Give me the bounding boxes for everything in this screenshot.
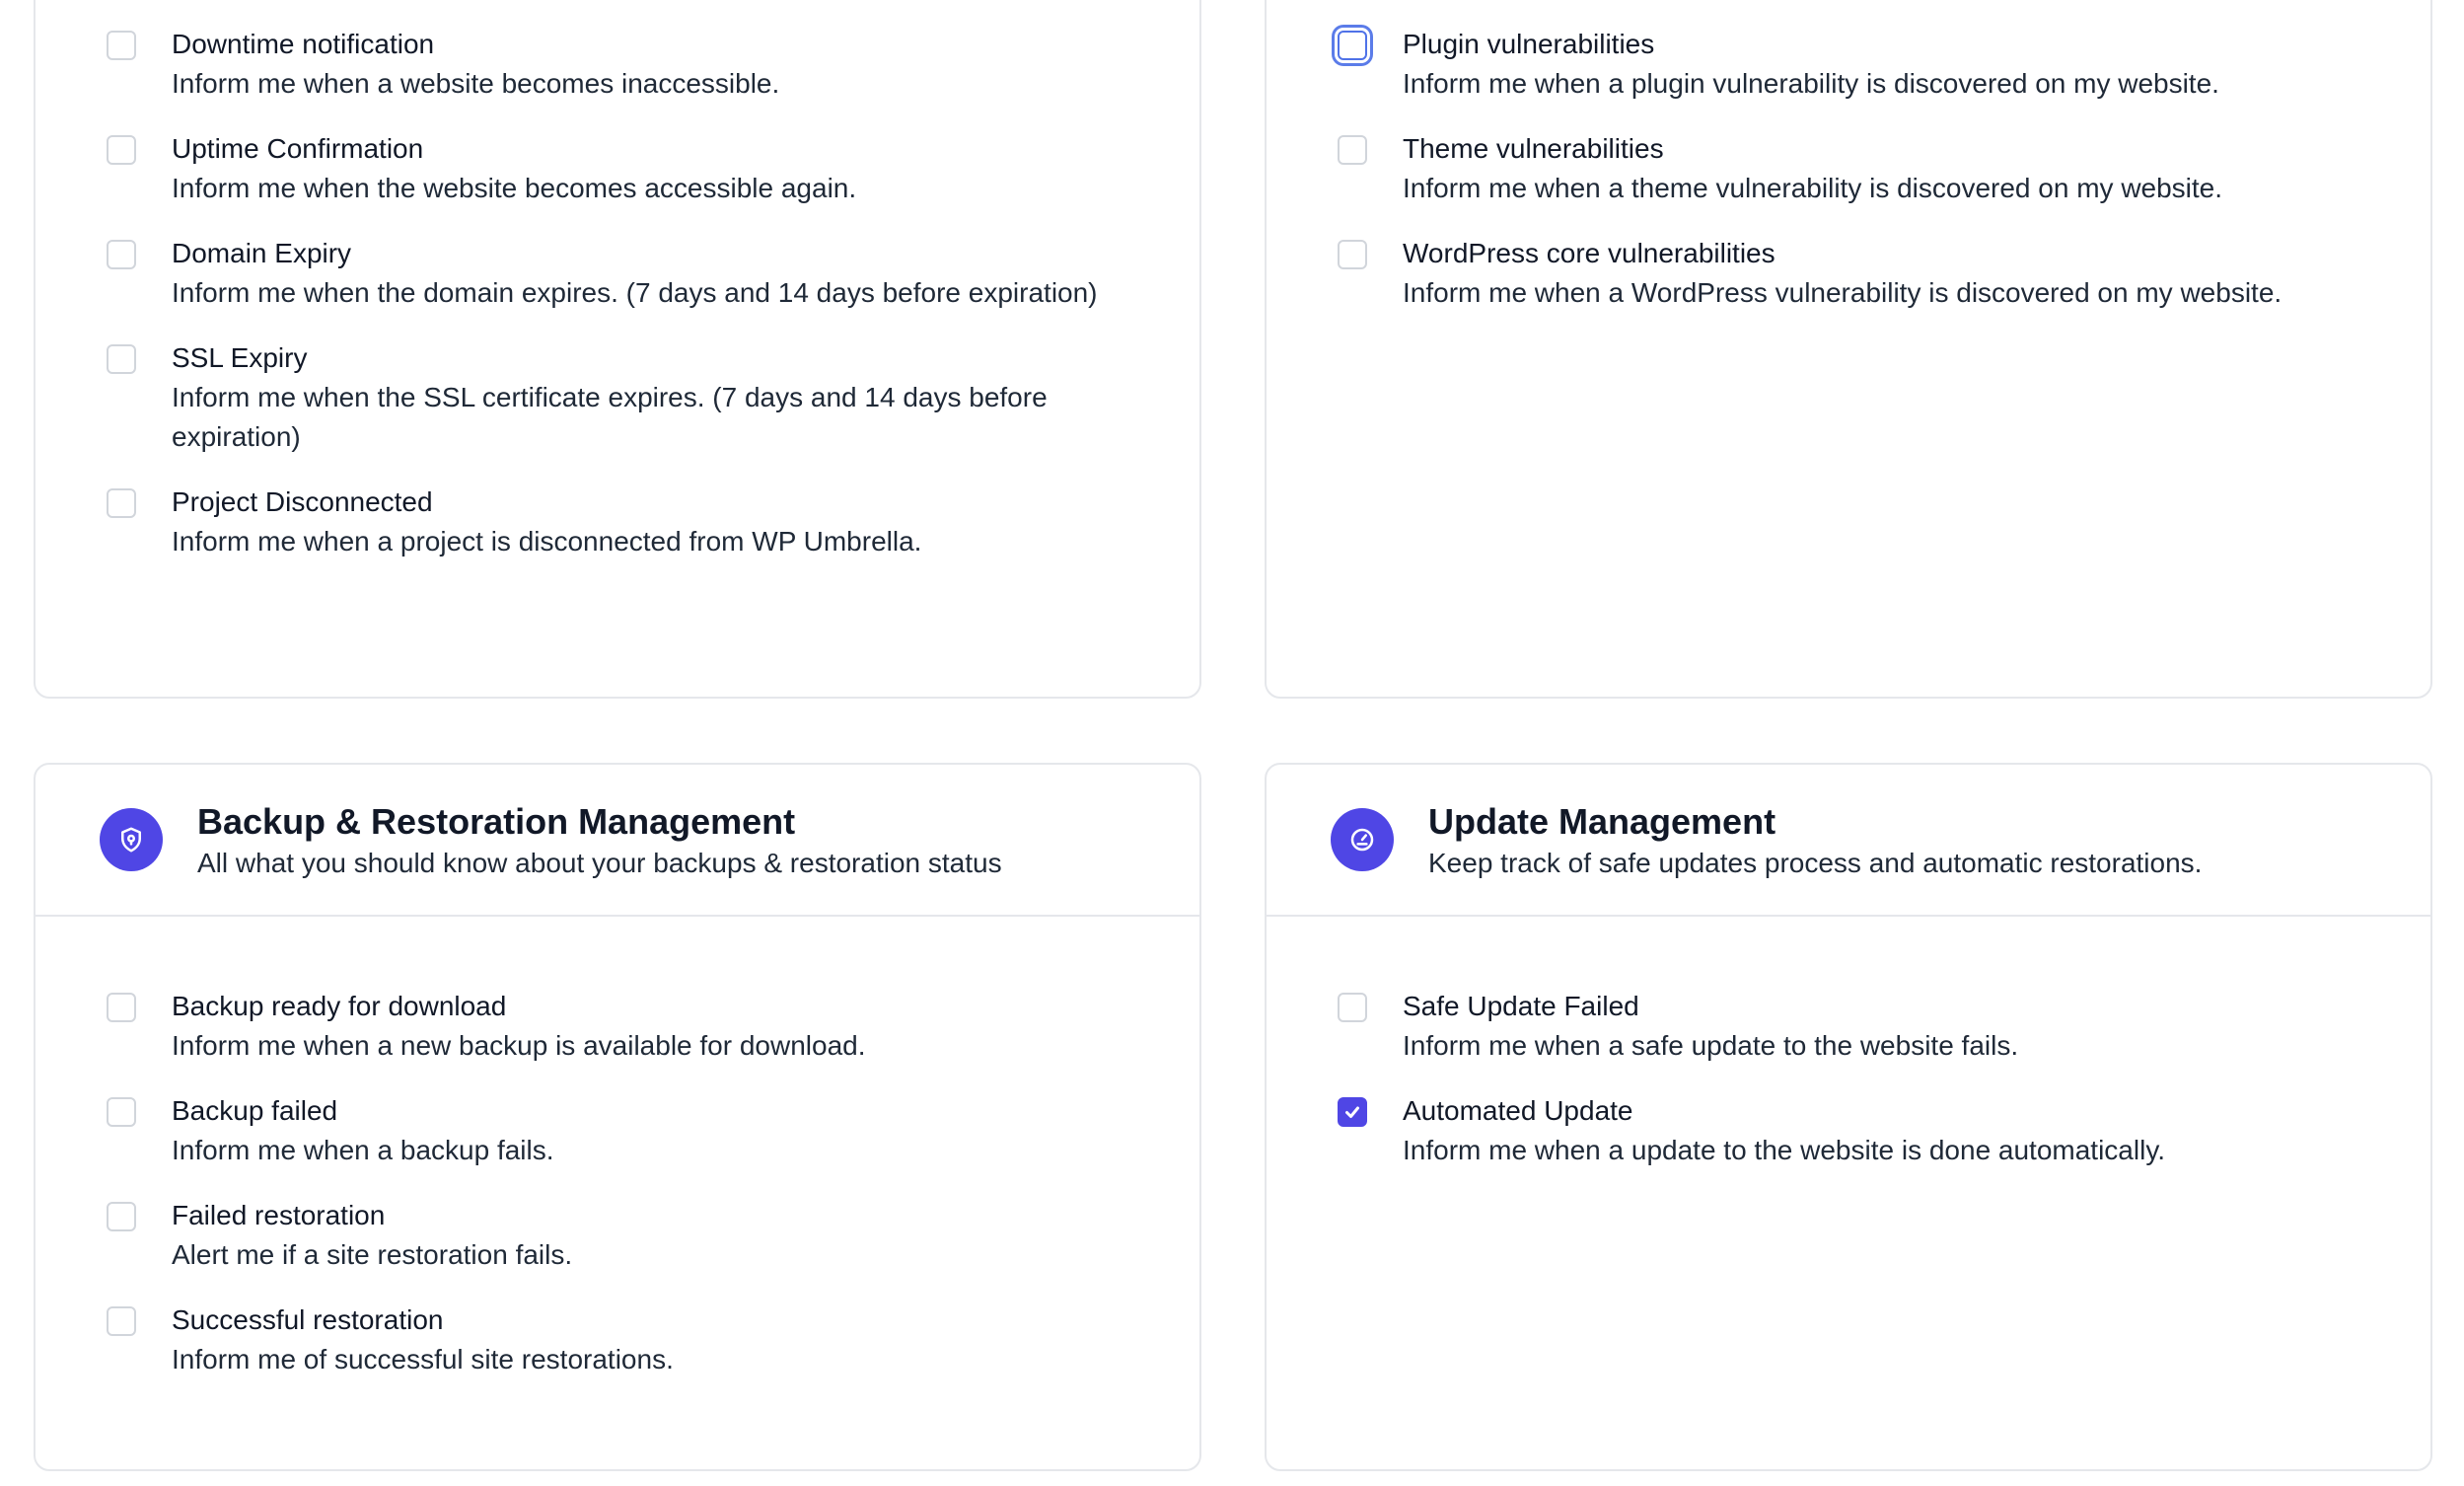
checkbox[interactable] bbox=[1338, 31, 1367, 60]
option-description: Inform me when the website becomes accessible again. bbox=[172, 173, 857, 203]
option-description: Inform me when a new backup is available for download. bbox=[172, 1030, 866, 1061]
checkbox[interactable] bbox=[107, 135, 136, 165]
option-list bbox=[1338, 987, 2391, 1196]
card-header bbox=[36, 765, 1199, 917]
option-title: Downtime notification bbox=[172, 29, 435, 59]
option-ssl-expiry[interactable] bbox=[107, 338, 1160, 457]
backup-restoration-card bbox=[34, 763, 1201, 1471]
option-description: Inform me when a update to the website is done automatically. bbox=[1403, 1135, 2166, 1165]
option-backup-failed[interactable] bbox=[107, 1091, 1160, 1170]
option-list bbox=[1338, 25, 2391, 338]
checkbox[interactable] bbox=[1338, 993, 1367, 1022]
card-subtitle: Keep track of safe updates process and automatic restorations. bbox=[1428, 848, 2203, 878]
checkbox[interactable] bbox=[107, 488, 136, 518]
checkbox[interactable] bbox=[107, 31, 136, 60]
checkbox[interactable] bbox=[107, 240, 136, 269]
option-description: Inform me when the domain expires. (7 days and 14 days before expiration) bbox=[172, 277, 1098, 308]
option-wordpress-core-vulnerabilities[interactable] bbox=[1338, 234, 2391, 313]
option-list bbox=[107, 987, 1160, 1405]
option-description: Inform me when a backup fails. bbox=[172, 1135, 554, 1165]
option-description: Alert me if a site restoration fails. bbox=[172, 1239, 573, 1270]
checkbox[interactable] bbox=[1338, 240, 1367, 269]
update-management-card bbox=[1265, 763, 2432, 1471]
gauge-icon bbox=[1331, 808, 1394, 871]
option-list bbox=[107, 25, 1160, 587]
option-domain-expiry[interactable] bbox=[107, 234, 1160, 313]
option-title: Backup ready for download bbox=[172, 991, 507, 1021]
card-subtitle: All what you should know about your backups & restoration status bbox=[197, 848, 1002, 878]
option-uptime-confirmation[interactable] bbox=[107, 129, 1160, 208]
option-successful-restoration[interactable] bbox=[107, 1300, 1160, 1379]
checkbox[interactable] bbox=[107, 344, 136, 374]
option-title: Failed restoration bbox=[172, 1200, 386, 1230]
option-title: Safe Update Failed bbox=[1403, 991, 1639, 1021]
card-title: Update Management bbox=[1428, 801, 1776, 842]
checkbox[interactable] bbox=[107, 1202, 136, 1231]
option-description: Inform me when a project is disconnected from WP Umbrella. bbox=[172, 526, 922, 557]
option-description: Inform me when the SSL certificate expires. (7 days and 14 days before expiration) bbox=[172, 382, 1048, 452]
option-failed-restoration[interactable] bbox=[107, 1196, 1160, 1275]
option-plugin-vulnerabilities[interactable] bbox=[1338, 25, 2391, 104]
checkbox[interactable] bbox=[107, 1097, 136, 1127]
security-notifications-card bbox=[1265, 0, 2432, 699]
option-title: Plugin vulnerabilities bbox=[1403, 29, 1655, 59]
option-title: Automated Update bbox=[1403, 1095, 1633, 1126]
uptime-notifications-card bbox=[34, 0, 1201, 699]
option-title: SSL Expiry bbox=[172, 342, 308, 373]
option-title: Domain Expiry bbox=[172, 238, 352, 268]
card-title: Backup & Restoration Management bbox=[197, 801, 796, 842]
option-automated-update[interactable] bbox=[1338, 1091, 2391, 1170]
option-title: Backup failed bbox=[172, 1095, 338, 1126]
option-safe-update-failed[interactable] bbox=[1338, 987, 2391, 1066]
option-title: Successful restoration bbox=[172, 1304, 444, 1335]
option-description: Inform me when a website becomes inaccessible. bbox=[172, 68, 780, 99]
option-title: Uptime Confirmation bbox=[172, 133, 424, 164]
option-title: Theme vulnerabilities bbox=[1403, 133, 1664, 164]
option-backup-ready[interactable] bbox=[107, 987, 1160, 1066]
option-description: Inform me when a theme vulnerability is discovered on my website. bbox=[1403, 173, 2223, 203]
option-description: Inform me when a safe update to the website fails. bbox=[1403, 1030, 2019, 1061]
option-theme-vulnerabilities[interactable] bbox=[1338, 129, 2391, 208]
shield-icon bbox=[100, 808, 163, 871]
option-downtime-notification[interactable] bbox=[107, 25, 1160, 104]
option-title: Project Disconnected bbox=[172, 486, 433, 517]
option-description: Inform me of successful site restorations. bbox=[172, 1344, 674, 1375]
option-project-disconnected[interactable] bbox=[107, 483, 1160, 561]
option-description: Inform me when a WordPress vulnerability is discovered on my website. bbox=[1403, 277, 2283, 308]
checkbox[interactable] bbox=[1338, 135, 1367, 165]
checkbox[interactable] bbox=[107, 1306, 136, 1336]
card-header bbox=[1267, 765, 2430, 917]
checkbox[interactable] bbox=[107, 993, 136, 1022]
option-description: Inform me when a plugin vulnerability is discovered on my website. bbox=[1403, 68, 2219, 99]
check-icon bbox=[1342, 1102, 1362, 1122]
option-title: WordPress core vulnerabilities bbox=[1403, 238, 1776, 268]
checkbox[interactable] bbox=[1338, 1097, 1367, 1127]
